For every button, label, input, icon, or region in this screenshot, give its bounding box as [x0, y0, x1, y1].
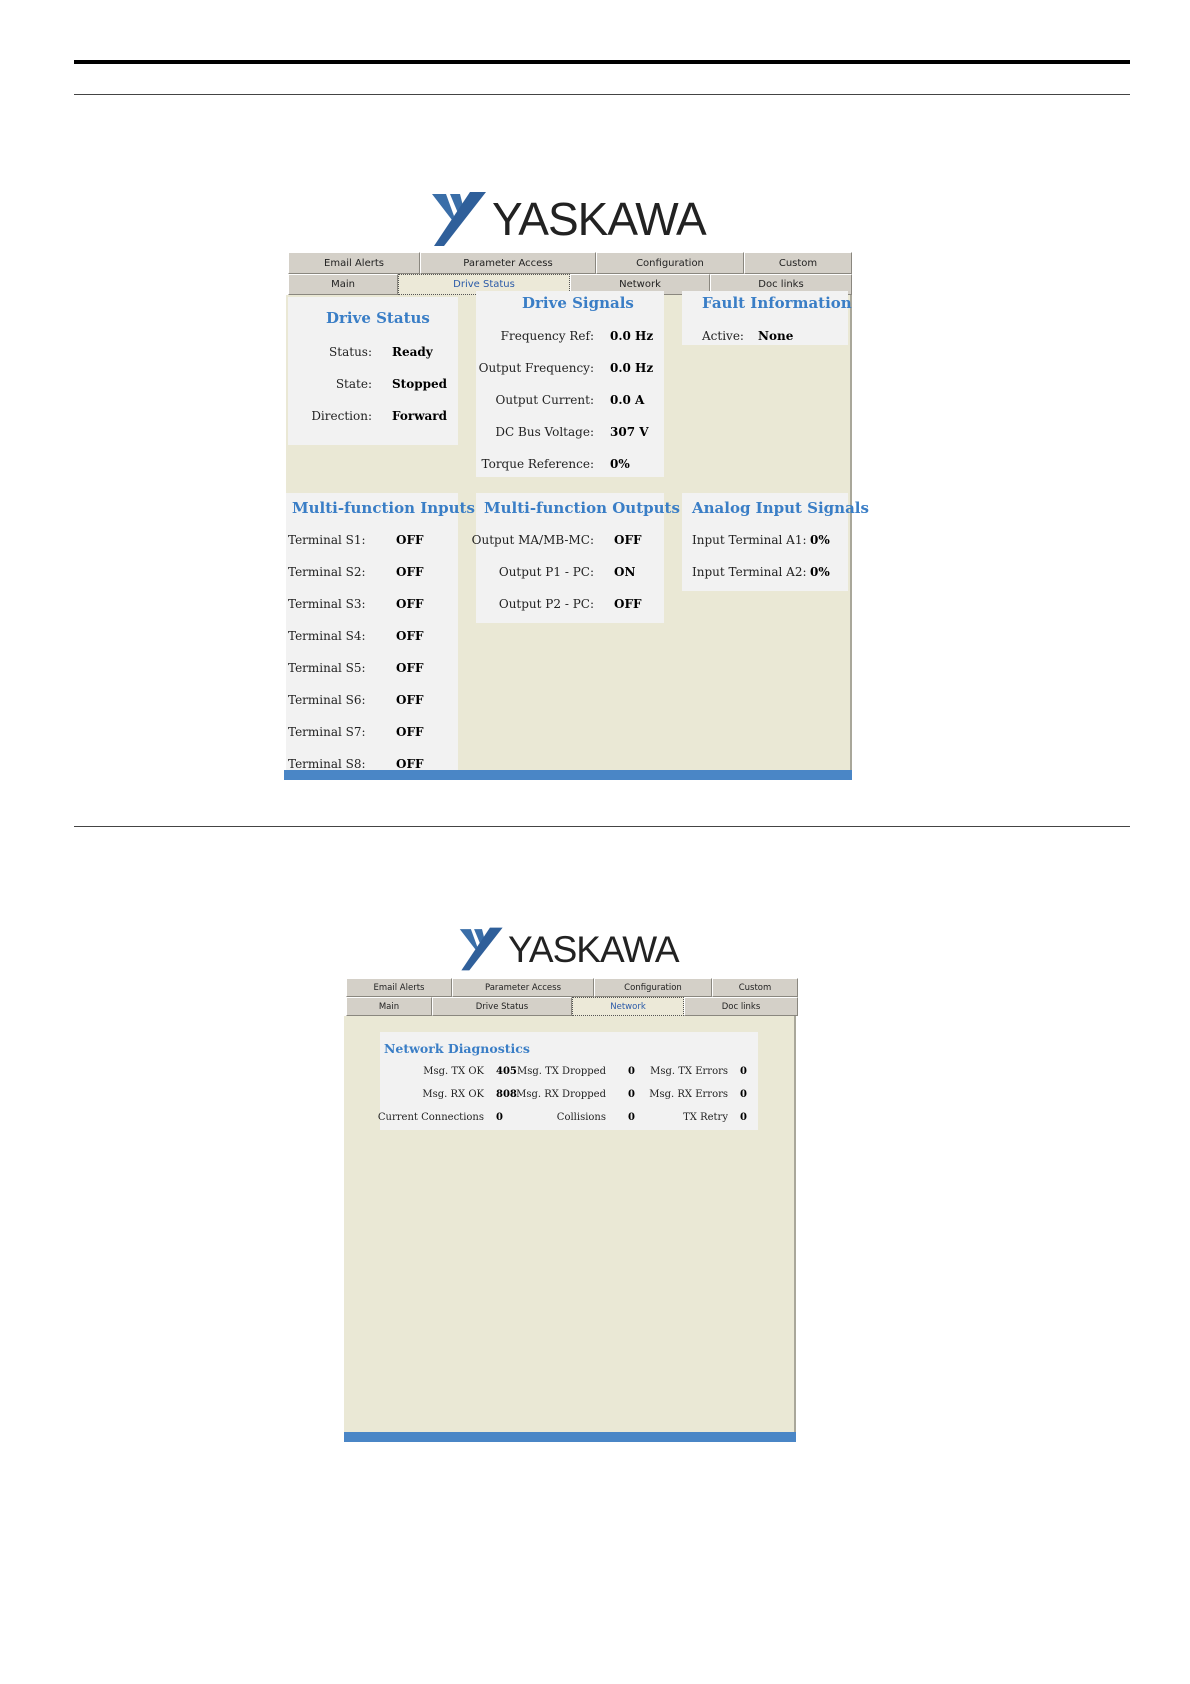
- drive-signals-box: [476, 291, 664, 477]
- network-stat-label: Msg. RX OK: [422, 1089, 484, 1100]
- field-label: State:: [335, 377, 372, 391]
- field-label: Active:: [702, 329, 744, 343]
- network-stat-label: Msg. TX Errors: [650, 1066, 728, 1077]
- field-label: Terminal S1:: [288, 533, 366, 547]
- tab-network[interactable]: Network: [570, 274, 710, 295]
- field-label: Terminal S3:: [288, 597, 366, 611]
- network-stat-value: 0: [740, 1066, 747, 1077]
- network-stat-label: Msg. TX OK: [423, 1066, 484, 1077]
- field-value: 0%: [610, 457, 630, 471]
- network-stat-value: 0: [628, 1089, 635, 1100]
- field-label: Terminal S6:: [288, 693, 366, 707]
- network-stat-value: 0: [628, 1112, 635, 1123]
- network-stat-value: 0: [740, 1089, 747, 1100]
- tab-main[interactable]: Main: [288, 274, 398, 295]
- network-stat-label: Msg. TX Dropped: [516, 1066, 606, 1077]
- field-value: Ready: [392, 345, 433, 359]
- mf-outputs-title: Multi-function Outputs: [484, 499, 680, 517]
- field-value: OFF: [396, 533, 424, 547]
- network-stat-label: Msg. RX Dropped: [516, 1089, 606, 1100]
- field-value: Forward: [392, 409, 448, 423]
- panel-footer-bar: [284, 770, 852, 780]
- tab-parameter-access[interactable]: Parameter Access: [452, 978, 594, 997]
- yaskawa-logo-mark-icon: [430, 190, 490, 248]
- network-diag-title: Network Diagnostics: [384, 1041, 530, 1056]
- analog-inputs-title: Analog Input Signals: [692, 499, 869, 517]
- field-label: Status:: [329, 345, 372, 359]
- header-rule-thin: [74, 94, 1130, 95]
- fault-info-title: Fault Information: [702, 294, 852, 312]
- tab-parameter-access[interactable]: Parameter Access: [420, 252, 596, 274]
- yaskawa-logo-mark-icon: [458, 926, 506, 972]
- section-divider: [74, 826, 1130, 827]
- field-label: Terminal S8:: [288, 757, 366, 770]
- drive-status-box: [288, 297, 458, 445]
- field-value: OFF: [396, 565, 424, 579]
- field-label: Frequency Ref:: [500, 329, 594, 343]
- field-label: Output MA/MB-MC:: [471, 533, 594, 547]
- yaskawa-logo-text: YASKAWA: [508, 928, 679, 970]
- network-stat-value: 405: [496, 1066, 517, 1077]
- network-diag-box: [377, 1032, 758, 1130]
- field-label: Output Frequency:: [478, 361, 594, 375]
- field-label: Terminal S5:: [288, 661, 366, 675]
- field-value: Stopped: [392, 377, 448, 391]
- tab-email-alerts[interactable]: Email Alerts: [288, 252, 420, 274]
- network-stat-label: TX Retry: [683, 1112, 728, 1123]
- field-label: Output P2 - PC:: [498, 597, 594, 611]
- tab-configuration[interactable]: Configuration: [596, 252, 744, 274]
- network-stat-label: Msg. RX Errors: [649, 1089, 728, 1100]
- network-stat-value: 0: [628, 1066, 635, 1077]
- field-value: None: [758, 329, 794, 343]
- field-value: OFF: [396, 661, 424, 675]
- field-label: Input Terminal A1:: [692, 533, 807, 547]
- field-label: Input Terminal A2:: [692, 565, 807, 579]
- field-label: Output P1 - PC:: [498, 565, 594, 579]
- field-value: 0.0 Hz: [610, 361, 654, 375]
- tab-drive-status[interactable]: Drive Status: [432, 997, 572, 1016]
- network-stat-value: 0: [740, 1112, 747, 1123]
- fault-info-box: [682, 291, 852, 345]
- drive-signals-title: Drive Signals: [522, 294, 634, 312]
- yaskawa-logo: [430, 190, 706, 248]
- network-stat-value: 0: [496, 1112, 503, 1123]
- yaskawa-logo-2: [458, 926, 679, 972]
- field-label: Terminal S4:: [288, 629, 366, 643]
- field-label: DC Bus Voltage:: [495, 425, 594, 439]
- tab-row-bottom: [346, 997, 798, 1016]
- field-value: 0.0 A: [610, 393, 645, 407]
- network-panel: [344, 1016, 796, 1432]
- field-value: OFF: [396, 757, 424, 770]
- tab-network[interactable]: Network: [572, 997, 684, 1016]
- field-value: OFF: [396, 725, 424, 739]
- field-value: 0.0 Hz: [610, 329, 654, 343]
- field-label: Torque Reference:: [481, 457, 594, 471]
- mf-inputs-title: Multi-function Inputs: [292, 499, 475, 517]
- field-value: 307 V: [610, 425, 649, 439]
- tab-custom[interactable]: Custom: [744, 252, 852, 274]
- field-label: Direction:: [311, 409, 372, 423]
- panel-footer-bar: [344, 1432, 796, 1442]
- tab-custom[interactable]: Custom: [712, 978, 798, 997]
- analog-inputs-box: [682, 493, 869, 591]
- tab-row-top: [288, 252, 852, 274]
- tab-doc-links[interactable]: Doc links: [684, 997, 798, 1016]
- mf-inputs-box: [286, 493, 475, 770]
- field-value: OFF: [396, 597, 424, 611]
- tab-configuration[interactable]: Configuration: [594, 978, 712, 997]
- field-value: OFF: [614, 597, 642, 611]
- drive-status-panel: [286, 294, 869, 770]
- field-value: OFF: [614, 533, 642, 547]
- yaskawa-logo-text: YASKAWA: [492, 193, 706, 245]
- tab-doc-links[interactable]: Doc links: [710, 274, 852, 295]
- field-label: Terminal S7:: [288, 725, 366, 739]
- header-rule-thick: [74, 60, 1130, 64]
- network-stat-label: Collisions: [556, 1112, 606, 1123]
- network-stat-value: 808: [496, 1089, 517, 1100]
- field-value: OFF: [396, 629, 424, 643]
- network-stat-label: Current Connections: [377, 1112, 484, 1123]
- field-value: 0%: [810, 533, 830, 547]
- tab-drive-status[interactable]: Drive Status: [398, 274, 570, 295]
- field-value: 0%: [810, 565, 830, 579]
- tab-email-alerts[interactable]: Email Alerts: [346, 978, 452, 997]
- field-label: Output Current:: [495, 393, 594, 407]
- drive-status-title: Drive Status: [326, 309, 430, 327]
- field-label: Terminal S2:: [288, 565, 366, 579]
- field-value: ON: [614, 565, 636, 579]
- tab-row-top: [346, 978, 798, 997]
- field-value: OFF: [396, 693, 424, 707]
- tab-main[interactable]: Main: [346, 997, 432, 1016]
- mf-outputs-box: [471, 493, 680, 623]
